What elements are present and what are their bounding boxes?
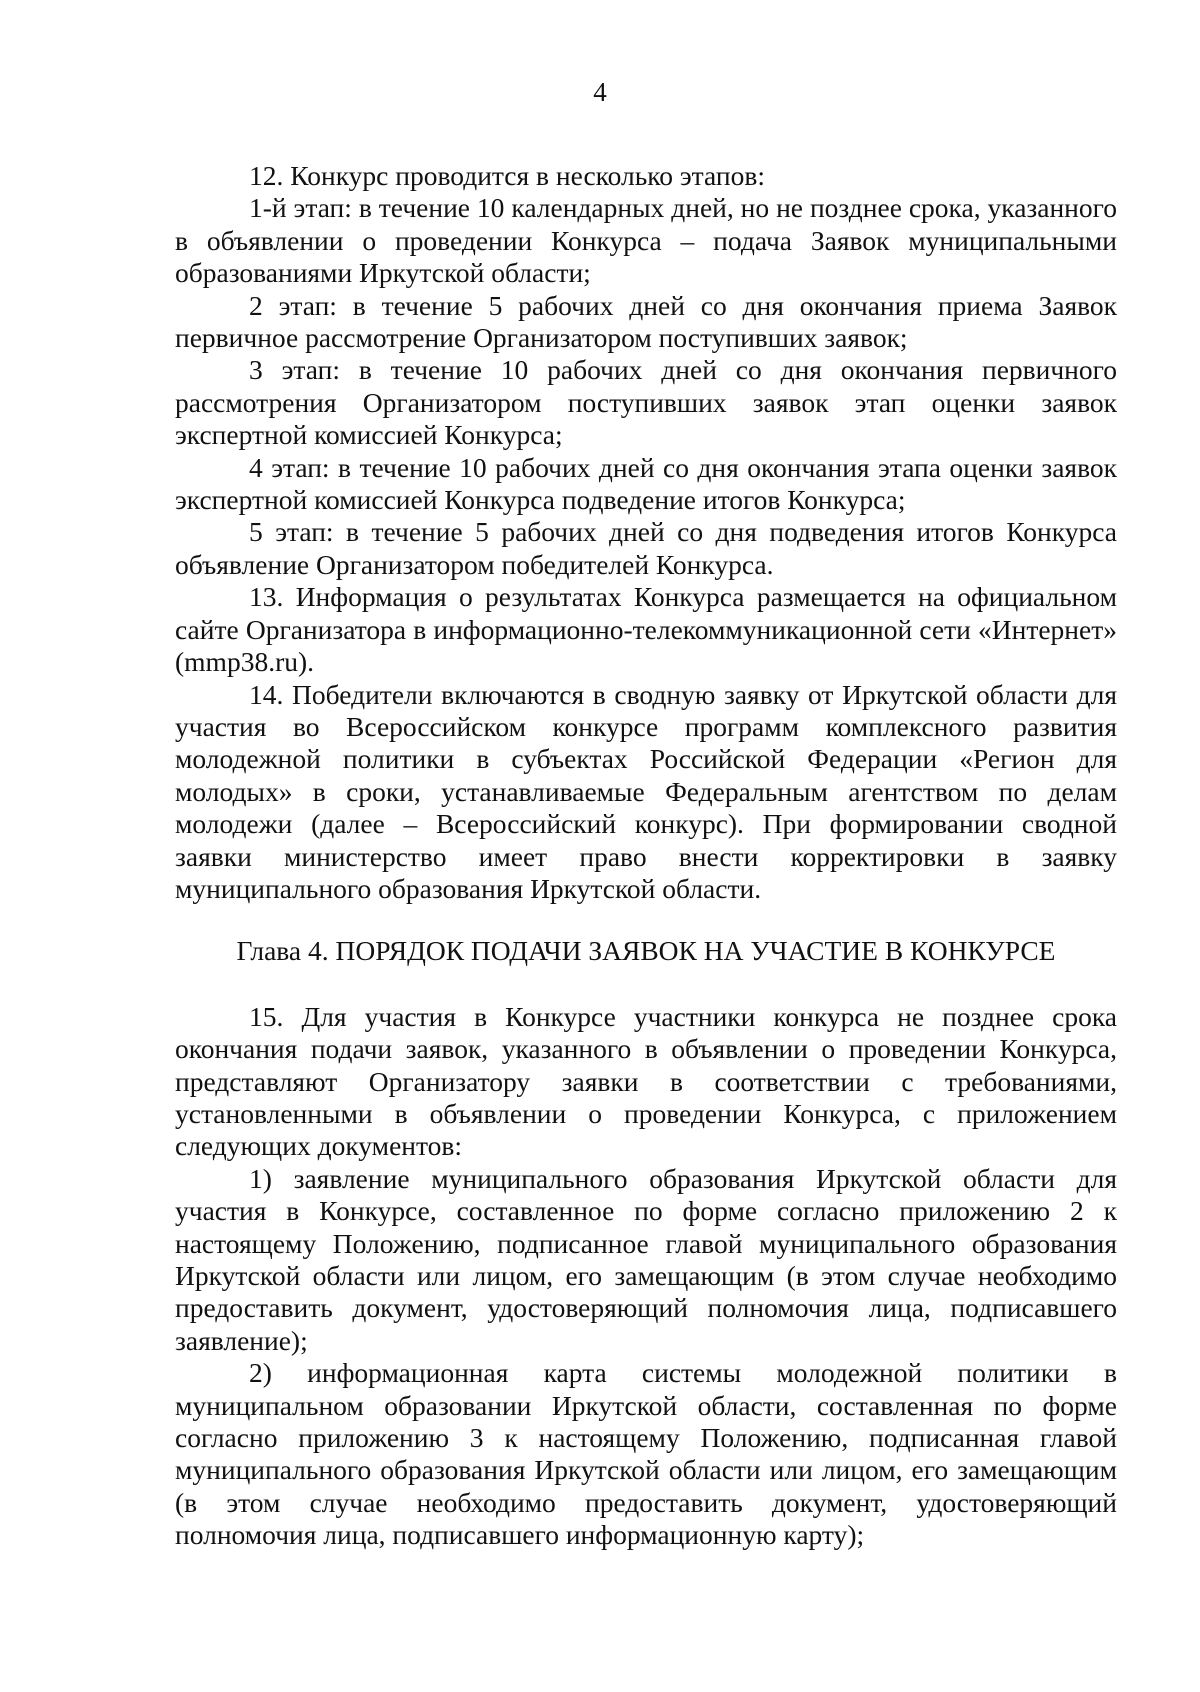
paragraph-15-item-1: 1) заявление муниципального образования Иркутской области для участия в Конкурсе, составленное по форме согласно приложению 2 к настоящему Положению, подписанное главой муниципального образования Иркутской области или лицом, его замещающим (в этом случае необходимо предоставить документ, удостоверяющий полномочия лица, подписавшего заявление); xyxy=(175,1162,1117,1356)
paragraph-stage-4: 4 этап: в течение 10 рабочих дней со дня окончания этапа оценки заявок экспертной комиссией Конкурса подведение итогов Конкурса; xyxy=(175,451,1117,516)
paragraph-stage-5: 5 этап: в течение 5 рабочих дней со дня подведения итогов Конкурса объявление Организатором победителей Конкурса. xyxy=(175,516,1117,580)
paragraph-15: 15. Для участия в Конкурсе участники конкурса не позднее срока окончания подачи заявок, указанного в объявлении о проведении Конкурса, представляют Организатору заявки в соответствии с требованиями, установленными в объявлении о проведении Конкурса, с приложением следующих документов: xyxy=(175,1000,1117,1162)
paragraph-14: 14. Победители включаются в сводную заявку от Иркутской области для участия во Всероссийском конкурсе программ комплексного развития молодежной политики в субъектах Российской Федерации «Регион для молодых» в сроки, устанавливаемые Федеральным агентством по делам молодежи (далее – Всероссийский конкурс). При формировании сводной заявки министерство имеет право внести корректировки в заявку муниципального образования Иркутской области. xyxy=(175,678,1117,904)
paragraph-stage-1: 1-й этап: в течение 10 календарных дней, но не позднее срока, указанного в объявлении о проведении Конкурса – подача Заявок муниципальными образованиями Иркутской области; xyxy=(175,192,1117,289)
paragraph-stage-2: 2 этап: в течение 5 рабочих дней со дня окончания приема Заявок первичное рассмотрение Организатором поступивших заявок; xyxy=(175,289,1117,354)
chapter-title: Глава 4. ПОРЯДОК ПОДАЧИ ЗАЯВОК НА УЧАСТИЕ В КОНКУРСЕ xyxy=(236,935,1056,967)
paragraph-12: 12. Конкурс проводится в несколько этапов: xyxy=(249,160,765,191)
paragraph-stage-3: 3 этап: в течение 10 рабочих дней со дня окончания первичного рассмотрения Организатором поступивших заявок этап оценки заявок экспертной комиссией Конкурса; xyxy=(175,354,1117,451)
document-body xyxy=(175,160,1117,1552)
paragraph-13: 13. Информация о результатах Конкурса размещается на официальном сайте Организатора в информационно-телекоммуникационной сети «Интернет» (mmp38.ru). xyxy=(175,581,1117,678)
page-number: 4 xyxy=(593,77,607,107)
paragraph-15-item-2: 2) информационная карта системы молодежной политики в муниципальном образовании Иркутской области, составленная по форме согласно приложению 3 к настоящему Положению, подписанная главой муниципального образования Иркутской области или лицом, его замещающим (в этом случае необходимо предоставить документ, удостоверяющий полномочия лица, подписавшего информационную карту); xyxy=(175,1357,1117,1551)
